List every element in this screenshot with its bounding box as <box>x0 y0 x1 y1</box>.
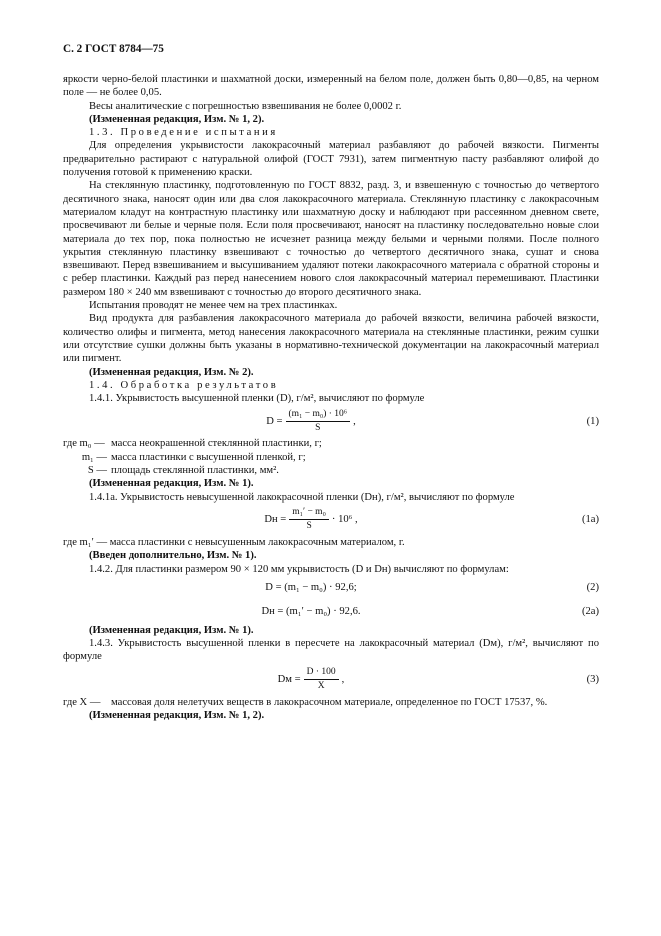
formula-number: (3) <box>586 674 599 686</box>
formula-tail: , <box>341 674 345 686</box>
formula-body: Dн = (m₁′ − m₀) · 92,6. <box>261 606 361 618</box>
formula-3 <box>63 664 599 696</box>
amendment-note: (Измененная редакция, Изм. № 1). <box>89 478 254 490</box>
formula-tail: , <box>353 415 356 427</box>
denominator: S <box>315 422 321 433</box>
section-heading: 1.4. Обработка результатов <box>89 379 279 391</box>
formula-number: (1) <box>586 415 599 427</box>
fraction <box>289 507 329 532</box>
definition-row <box>63 696 599 709</box>
definition-row <box>63 451 599 464</box>
clause: 1.4.1а. Укрывистость невысушенной лакокрасочной пленки (Dн), г/м², вычисляют по формуле <box>89 491 515 503</box>
denominator: X <box>317 681 325 692</box>
paragraph: яркости черно-белой пластинки и шахматной доски, измеренный на белом поле, должен быть 0,80—0,85, на черном поле — не более 0,05. <box>63 74 599 99</box>
formula-body: D = (m₁ − m₀) · 92,6; <box>265 582 357 594</box>
formula-2a <box>63 600 599 624</box>
clause: 1.4.2. Для пластинки размером 90 × 120 мм укрывистость (D и Dн) вычисляют по формулам: <box>89 563 509 575</box>
formula-number: (1а) <box>581 514 599 526</box>
definition-row <box>63 464 599 477</box>
formula-2 <box>63 576 599 600</box>
paragraph: Испытания проводят не менее чем на трех пластинках. <box>89 300 338 312</box>
formula-tail: · 10⁶ , <box>331 514 358 526</box>
formula-lhs: Dн = <box>264 514 287 526</box>
paragraph: На стеклянную пластинку, подготовленную по ГОСТ 8832, разд. 3, и взвешенную с точностью до четвертого десятичного знака, наносят один или два слоя лакокрасочного материала. Стеклянную пластинку с лакокрасочным материалом кладут на контрастную пластинку или шахматную доску и наблюдают при рассеянном дневном свете, просвечивают ли белые и черные поля. Если поля просвечивают, наносят на пластинку последовательно новые слои материала до тех пор, пока полностью не исчезнет разница между белыми и черными полями. После полного укрытия стеклянную пластинку взвешивают с точностью до четвертого десятичного знака, сушат и снова взвешивают. Перед взвешиванием и высушиванием удаляют потеки лакокрасочного материала с обратной стороны и с ребер пластинки. Каждый раз перед нанесением нового слоя лакокрасочный материал перемешивают. Пластинки размером 180 × 240 мм взвешивают с точностью до второго десятичного знака. <box>63 180 599 298</box>
denominator: S <box>306 521 312 532</box>
definition-symbol: где m₀ — <box>63 438 105 450</box>
formula-number: (2) <box>586 582 599 594</box>
definition-symbol: m₁ — <box>81 451 107 463</box>
fraction <box>286 409 351 434</box>
definition-text: площадь стеклянной пластинки, мм². <box>111 465 279 477</box>
formula-1a <box>63 504 599 536</box>
paragraph: Вид продукта для разбавления лакокрасочного материала до рабочей вязкости, величина рабочей вязкости, количество олифы и пигмента, метод нанесения лакокрасочного материала на стеклянные пластинки, режим сушки или отсутствие сушки должны быть указаны в нормативно-технической документации на лакокрасочный материал или пигмент. <box>63 313 599 365</box>
fraction <box>304 667 339 692</box>
formula-lhs: D = <box>266 415 283 427</box>
clause: 1.4.1. Укрывистость высушенной пленки (D), г/м², вычисляют по формуле <box>89 393 425 405</box>
paragraph: Для определения укрывистости лакокрасочный материал разбавляют до рабочей вязкости. Пигменты предварительно растирают с натуральной олифой (ГОСТ 7931), затем пигментную пасту разбавляют олифой до получения готовой к применению краски. <box>63 140 599 179</box>
definition-symbol: S — <box>87 465 107 477</box>
numerator: D · 100 <box>304 667 339 680</box>
definition-text: масса неокрашенной стеклянной пластинки, г; <box>111 438 322 450</box>
amendment-note: (Измененная редакция, Изм. № 1, 2). <box>89 113 265 125</box>
definition-row <box>63 437 599 450</box>
amendment-note: (Введен дополнительно, Изм. № 1). <box>89 550 257 562</box>
paragraph: Весы аналитические с погрешностью взвешивания не более 0,0002 г. <box>89 100 402 112</box>
formula-1 <box>63 405 599 437</box>
section-heading: 1.3. Проведение испытания <box>89 127 278 139</box>
definition-symbol: где X — <box>63 696 101 708</box>
definition-text: где m₁′ — масса пластинки с невысушенным лакокрасочным материалом, г. <box>63 536 405 548</box>
numerator: m₁′ − m₀ <box>289 507 329 520</box>
formula-number: (2а) <box>581 606 599 618</box>
formula-lhs: Dм = <box>277 674 301 686</box>
page-content <box>63 73 599 722</box>
page-header: С. 2 ГОСТ 8784—75 <box>63 43 164 55</box>
amendment-note: (Измененная редакция, Изм. № 1, 2). <box>89 709 265 721</box>
definition-text: масса пластинки с высушенной пленкой, г; <box>111 451 306 463</box>
numerator: (m₁ − m₀) · 10⁶ <box>286 409 351 422</box>
amendment-note: (Измененная редакция, Изм. № 2). <box>89 366 254 378</box>
amendment-note: (Измененная редакция, Изм. № 1). <box>89 624 254 636</box>
definition-text: массовая доля нелетучих веществ в лакокрасочном материале, определенное по ГОСТ 17537, %. <box>111 696 548 708</box>
clause: 1.4.3. Укрывистость высушенной пленки в пересчете на лакокрасочный материал (Dм), г/м², вычисляют по формуле <box>63 638 599 663</box>
